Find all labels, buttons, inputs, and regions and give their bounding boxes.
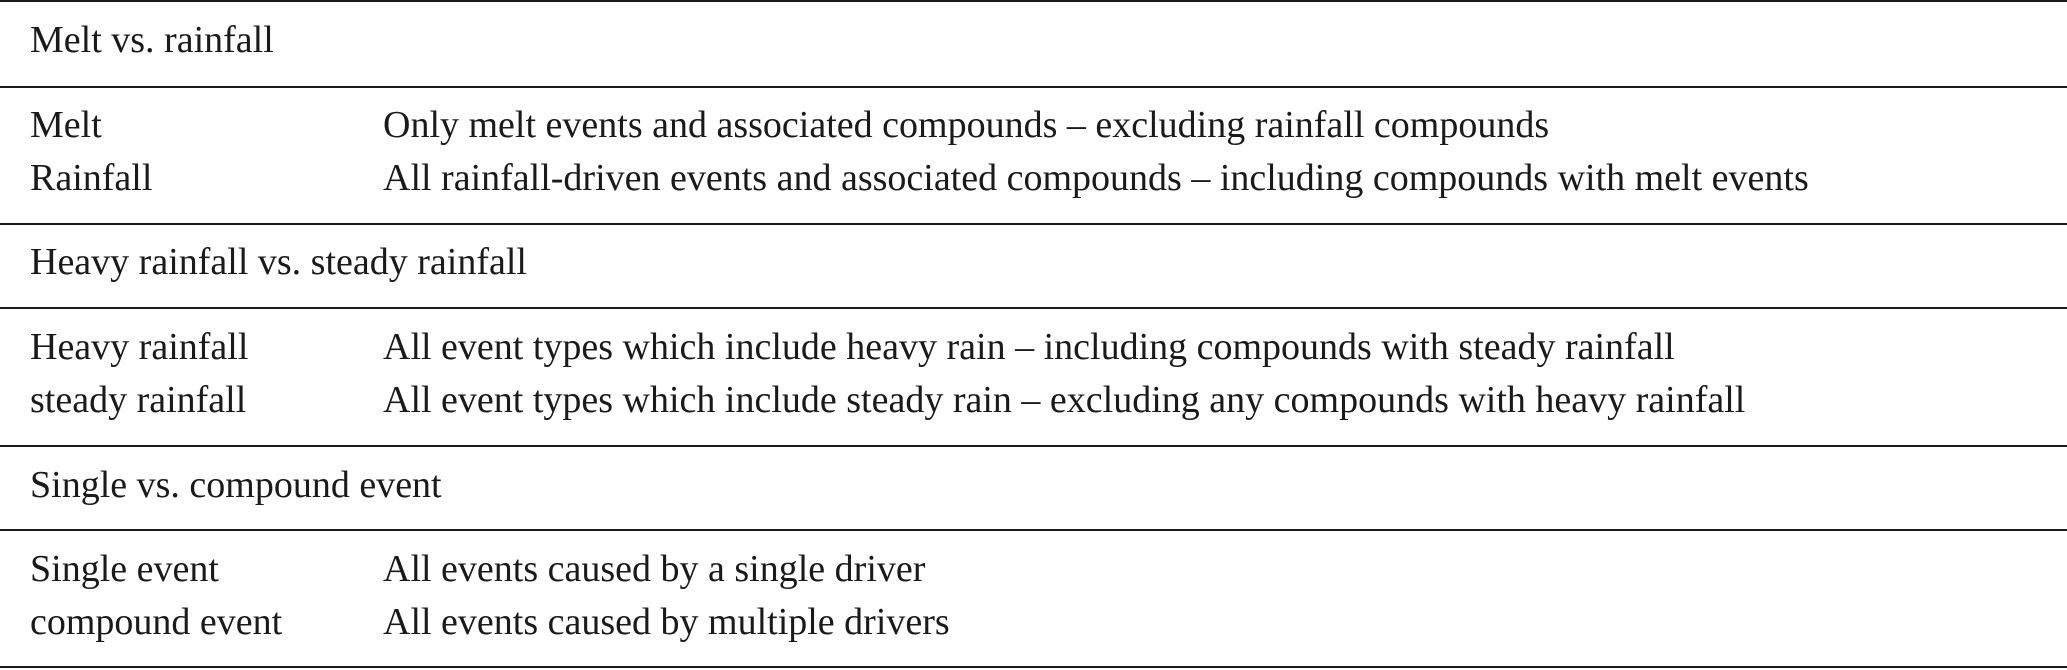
section-heading: Single vs. compound event — [30, 464, 442, 506]
row-term: compound event — [30, 601, 283, 643]
section-heading: Melt vs. rainfall — [30, 19, 274, 61]
table-top-rule — [0, 0, 2067, 2]
section-rule — [0, 529, 2067, 531]
row-term: steady rainfall — [30, 379, 247, 421]
section-rule — [0, 307, 2067, 309]
row-definition: All event types which include heavy rain – including compounds with steady rainfall — [383, 326, 1675, 368]
section-rule — [0, 86, 2067, 88]
row-definition: All rainfall-driven events and associated compounds – including compounds with melt events — [383, 157, 1809, 199]
row-definition: Only melt events and associated compounds – excluding rainfall compounds — [383, 104, 1550, 146]
row-term: Rainfall — [30, 157, 153, 199]
row-definition: All events caused by a single driver — [383, 548, 926, 590]
row-term: Melt — [30, 104, 102, 146]
row-definition: All event types which include steady rain – excluding any compounds with heavy rainfall — [383, 379, 1746, 421]
section-heading: Heavy rainfall vs. steady rainfall — [30, 241, 527, 283]
row-term: Heavy rainfall — [30, 326, 249, 368]
section-rule — [0, 445, 2067, 447]
table-bottom-rule — [0, 666, 2067, 668]
row-definition: All events caused by multiple drivers — [383, 601, 950, 643]
section-rule — [0, 223, 2067, 225]
row-term: Single event — [30, 548, 219, 590]
